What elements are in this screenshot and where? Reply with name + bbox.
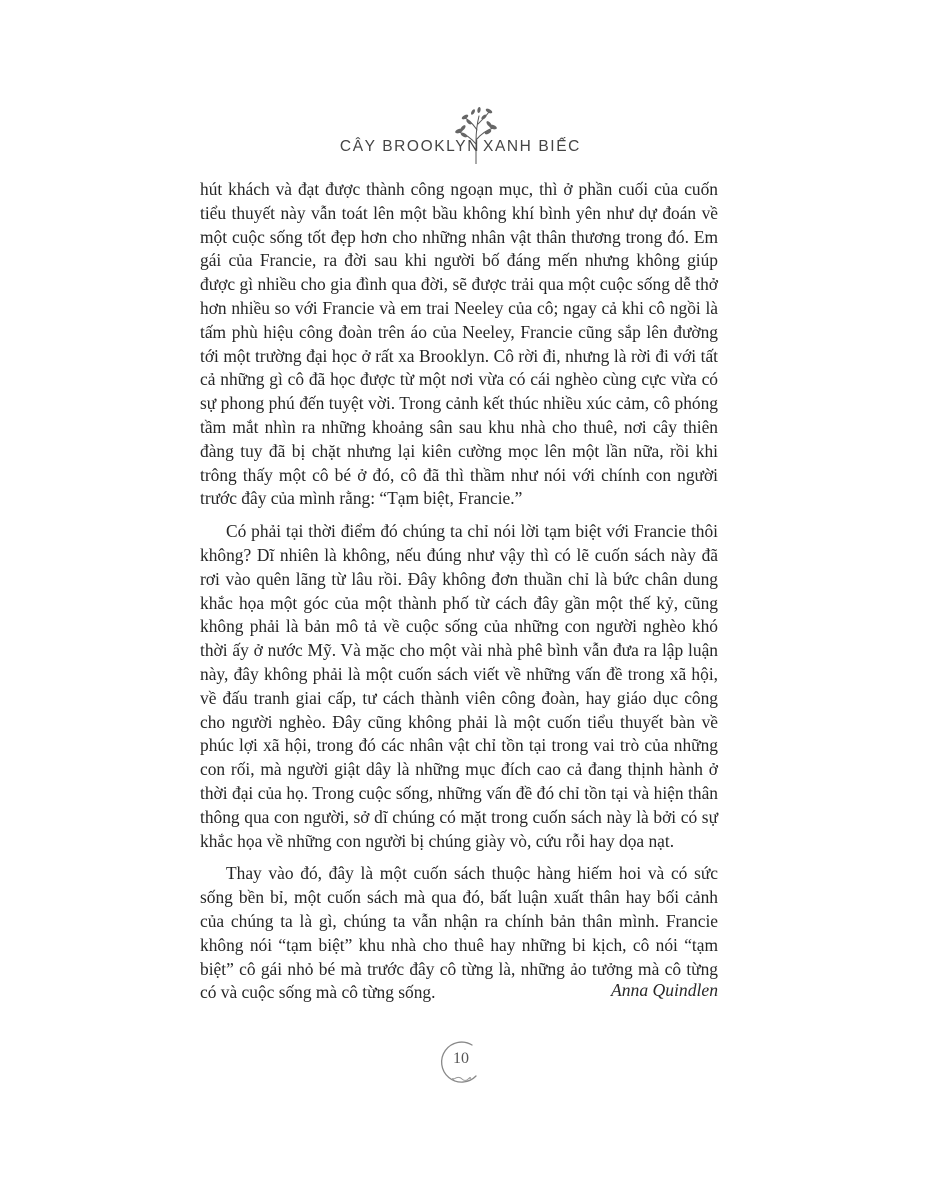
page-body: [200, 178, 718, 1014]
paragraph-continued: hút khách và đạt được thành công ngoạn mục, thì ở phần cuối của cuốn tiểu thuyết này vẫn toát lên một bầu không khí bình yên như dự đoán về một cuộc sống tốt đẹp hơn cho những nhân vật thân thương trong đó. Em gái của Francie, ra đời sau khi người bố đáng mến nhưng không giúp được gì nhiều cho gia đình qua đời, sẽ được trải qua một cuộc sống dễ thở hơn nhiều so với Francie và em trai Neeley của cô; ngay cả khi cô ngồi là tấm phù hiệu công đoàn trên áo của Neeley, Francie cũng sắp lên đường tới một trường đại học ở rất xa Brooklyn. Cô rời đi, nhưng là rời đi với tất cả những gì cô đã học được từ một nơi vừa có cái nghèo cùng cực vừa có sự phong phú đến tuyệt vời. Trong cảnh kết thúc nhiều xúc cảm, cô phóng tầm mắt nhìn ra những khoảng sân sau khu nhà cho thuê, nơi cây thiên đàng tuy đã bị chặt nhưng lại kiên cường mọc lên một lần nữa, rồi khi trông thấy một cô bé ở đó, cô đã thì thầm như nói với chính con người trước đây của mình rằng: “Tạm biệt, Francie.”: [200, 179, 718, 509]
page-number-block: [436, 1036, 486, 1086]
page-number: 10: [453, 1050, 469, 1067]
author-signature: Anna Quindlen: [610, 980, 718, 1000]
book-title-right: XANH BIẾC: [483, 138, 581, 155]
running-header: [0, 100, 927, 170]
paragraph: Thay vào đó, đây là một cuốn sách thuộc hàng hiếm hoi và có sức sống bền bỉ, một cuốn sách mà qua đó, bất luận xuất thân hay bối cảnh của chúng ta là gì, chúng ta vẫn nhận ra chính bản thân mình. Francie không nói “tạm biệt” khu nhà cho thuê hay những bi kịch, cô nói “tạm biệt” cô gái nhỏ bé mà trước đây cô từng là, những ảo tưởng mà cô từng có và cuộc sống mà cô từng sống.: [200, 863, 718, 1003]
paragraph: Có phải tại thời điểm đó chúng ta chỉ nói lời tạm biệt với Francie thôi không? Dĩ nhiên là không, nếu đúng như vậy thì có lẽ cuốn sách này đã rơi vào quên lãng từ lâu rồi. Đây không đơn thuần chỉ là bức chân dung khắc họa một góc của một thành phố từ cách đây gần một thế kỷ, cũng không phải là bản mô tả về cuộc sống của những con người nghèo khó thời ấy ở nước Mỹ. Và mặc cho một vài nhà phê bình vẫn đưa ra lập luận này, đây không phải là một cuốn sách viết về những vấn đề trong xã hội, về đấu tranh giai cấp, tư cách thành viên công đoàn, hay giáo dục công cho người nghèo. Đây cũng không phải là một cuốn tiểu thuyết bàn về phúc lợi xã hội, trong đó các nhân vật chỉ tồn tại trong vai trò của những con rối, mà người giật dây là những mục đích cao cả đang thịnh hành ở thời đại của họ. Trong cuộc sống, những vấn đề đó chỉ tồn tại và hiện thân thông qua con người, sở dĩ chúng có mặt trong cuốn sách này là bởi có sự khắc họa về những con người bị chúng giày vò, cứu rỗi hay dọa nạt.: [200, 521, 718, 851]
book-title-left: CÂY BROOKLYN: [339, 138, 480, 155]
